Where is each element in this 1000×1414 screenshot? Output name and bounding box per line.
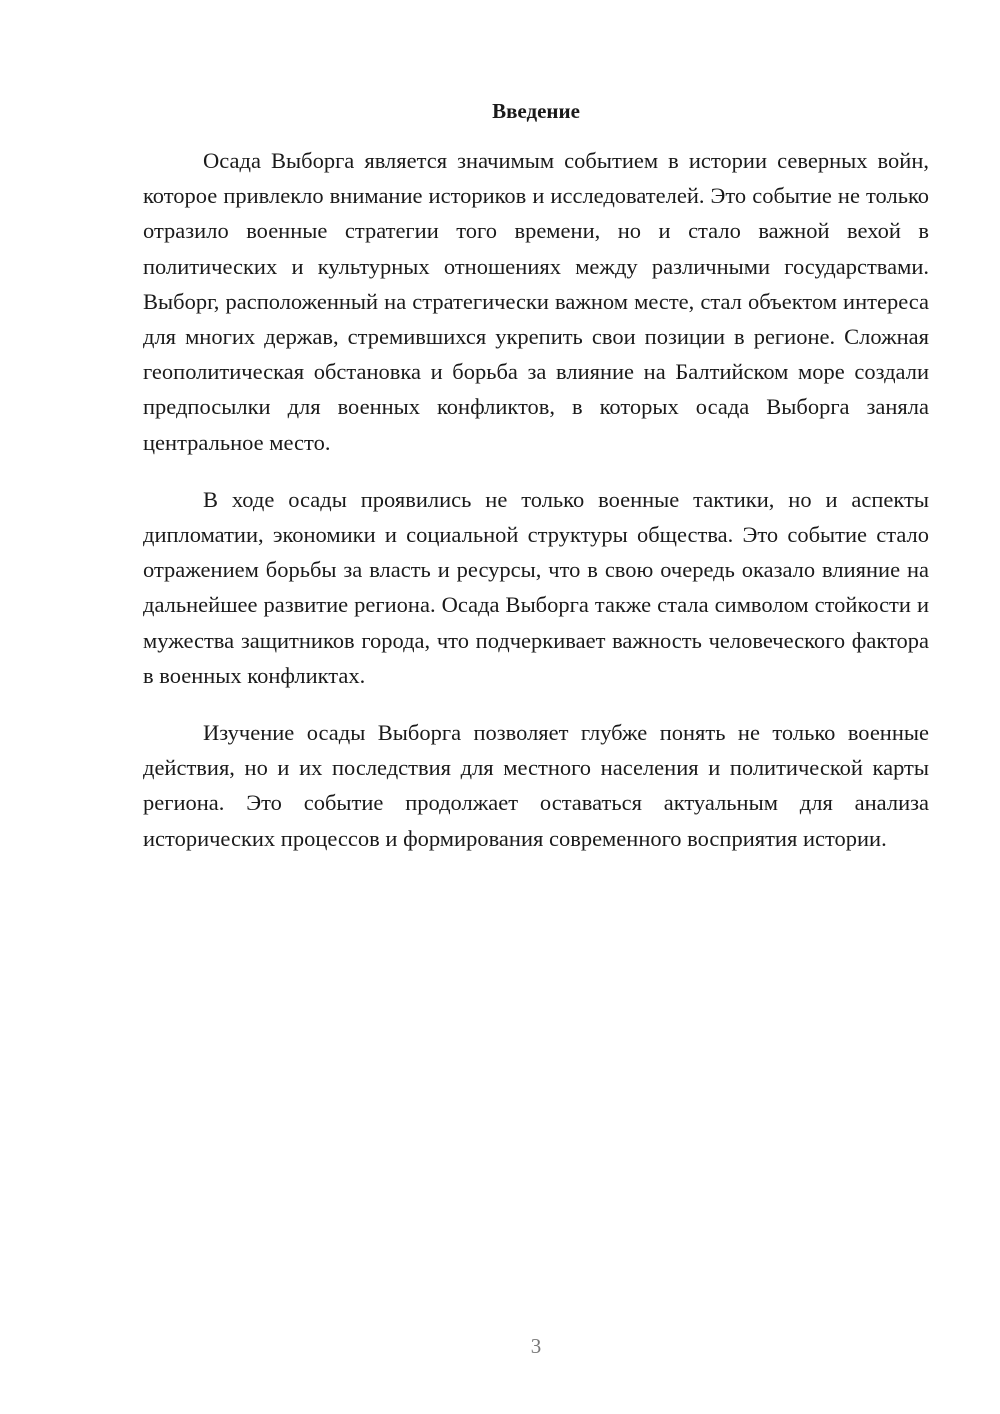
paragraph-3: Изучение осады Выборга позволяет глубже понять не только военные действия, но и их последствия для местного населения и политической карты региона. Это событие продолжает оставаться актуальным для анализа исторических процессов и формирования современного восприятия истории. xyxy=(143,720,929,851)
paragraph-2: В ходе осады проявились не только военные тактики, но и аспекты дипломатии, экономики и социальной структуры общества. Это событие стало отражением борьбы за власть и ресурсы, что в свою очередь оказало влияние на дальнейшее развитие региона. Осада Выборга также стала символом стойкости и мужества защитников города, что подчеркивает важность человеческого фактора в военных конфликтах. xyxy=(143,486,929,688)
paragraph-1: Осада Выборга является значимым событием в истории северных войн, которое привлекло внимание историков и исследователей. Это событие не только отразило военные стратегии того времени, но и стало важной вехой в политических и культурных отношениях между различными государствами. Выборг, расположенный на стратегически важном месте, стал объектом интереса для многих держав, стремившихся укрепить свои позиции в регионе. Сложная геополитическая обстановка и борьба за влияние на Балтийском море создали предпосылки для военных конфликтов, в которых осада Выборга заняла центральное место. xyxy=(143,148,929,455)
page-number: 3 xyxy=(530,1334,542,1358)
section-heading: Введение xyxy=(492,99,580,123)
body-text xyxy=(143,143,929,878)
